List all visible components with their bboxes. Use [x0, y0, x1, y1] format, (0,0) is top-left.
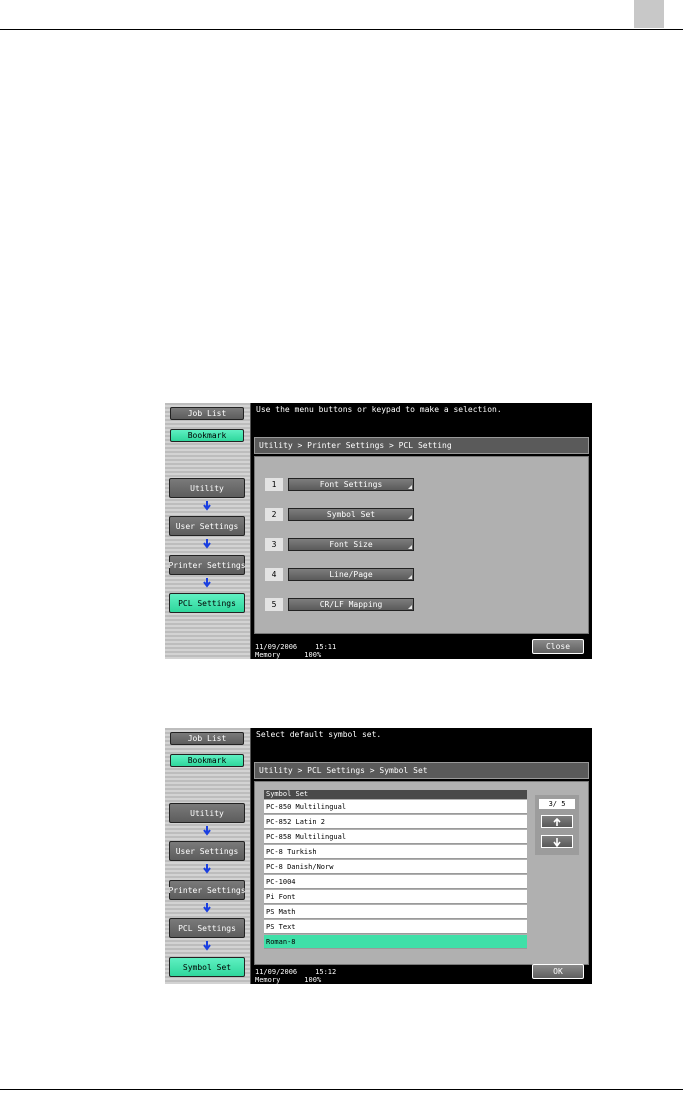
symbol-set-item[interactable]: Pi Font — [264, 890, 527, 904]
menu-number: 4 — [265, 568, 283, 581]
cr-lf-mapping-button[interactable]: CR/LF Mapping — [288, 598, 414, 611]
menu-panel — [254, 456, 589, 634]
down-arrow-icon — [553, 832, 561, 851]
symbol-set-item[interactable]: PC-850 Multilingual — [264, 800, 527, 814]
symbol-set-item[interactable]: PC-858 Multilingual — [264, 830, 527, 844]
page-bottom-rule — [0, 1089, 683, 1090]
status-date: 11/09/2006 — [255, 968, 298, 976]
symbol-set-item[interactable]: Roman-8 — [264, 935, 527, 949]
symbol-set-item[interactable]: PS Text — [264, 920, 527, 934]
pager — [535, 795, 579, 855]
font-size-button[interactable]: Font Size — [288, 538, 414, 551]
nav-utility-button[interactable]: Utility — [169, 478, 245, 498]
status-memory-label: Memory — [255, 651, 281, 659]
job-list-button[interactable]: Job List — [170, 732, 244, 745]
nav-printer-settings-button[interactable]: Printer Settings — [169, 880, 245, 900]
menu-number: 5 — [265, 598, 283, 611]
pcl-setting-screen — [165, 403, 592, 659]
down-arrow-icon — [202, 903, 212, 913]
status-time: 15:11 — [315, 643, 337, 651]
symbol-set-screen — [165, 728, 592, 984]
close-button[interactable]: Close — [532, 639, 584, 654]
down-arrow-icon — [202, 864, 212, 874]
down-arrow-icon — [202, 941, 212, 951]
nav-pcl-settings-button[interactable]: PCL Settings — [169, 593, 245, 613]
bookmark-button[interactable]: Bookmark — [170, 429, 244, 442]
font-settings-button[interactable]: Font Settings — [288, 478, 414, 491]
nav-printer-settings-button[interactable]: Printer Settings — [169, 555, 245, 575]
symbol-set-panel — [254, 781, 589, 965]
list-header: Symbol Set — [264, 790, 527, 799]
menu-number: 1 — [265, 478, 283, 491]
status-date: 11/09/2006 — [255, 643, 298, 651]
symbol-set-button[interactable]: Symbol Set — [288, 508, 414, 521]
up-arrow-icon — [553, 812, 561, 831]
nav-pcl-settings-button[interactable]: PCL Settings — [169, 918, 245, 938]
down-arrow-icon — [202, 539, 212, 549]
left-panel — [165, 403, 251, 659]
menu-number: 2 — [265, 508, 283, 521]
symbol-set-item[interactable]: PC-852 Latin 2 — [264, 815, 527, 829]
left-panel — [165, 728, 251, 984]
down-arrow-icon — [202, 501, 212, 511]
nav-user-settings-button[interactable]: User Settings — [169, 841, 245, 861]
status-memory-value: 100% — [304, 651, 322, 659]
status-time: 15:12 — [315, 968, 337, 976]
bookmark-button[interactable]: Bookmark — [170, 754, 244, 767]
page-top-rule — [0, 29, 683, 30]
nav-symbol-set-button[interactable]: Symbol Set — [169, 957, 245, 977]
status-area — [255, 643, 336, 659]
nav-utility-button[interactable]: Utility — [169, 803, 245, 823]
line-page-button[interactable]: Line/Page — [288, 568, 414, 581]
breadcrumb: Utility > PCL Settings > Symbol Set — [254, 762, 589, 779]
down-arrow-icon — [202, 578, 212, 588]
symbol-set-item[interactable]: PS Math — [264, 905, 527, 919]
job-list-button[interactable]: Job List — [170, 407, 244, 420]
ok-button[interactable]: OK — [532, 964, 584, 979]
down-arrow-icon — [202, 826, 212, 836]
status-memory-value: 100% — [304, 976, 322, 984]
instruction-message: Use the menu buttons or keypad to make a selection. — [256, 405, 502, 414]
symbol-set-item[interactable]: PC-8 Turkish — [264, 845, 527, 859]
symbol-set-item[interactable]: PC-8 Danish/Norw — [264, 860, 527, 874]
status-memory-label: Memory — [255, 976, 281, 984]
breadcrumb: Utility > Printer Settings > PCL Setting — [254, 437, 589, 454]
chapter-tab — [634, 0, 664, 28]
symbol-set-item[interactable]: PC-1004 — [264, 875, 527, 889]
status-area — [255, 968, 336, 984]
nav-user-settings-button[interactable]: User Settings — [169, 516, 245, 536]
scroll-up-button[interactable] — [541, 815, 573, 828]
menu-number: 3 — [265, 538, 283, 551]
instruction-message: Select default symbol set. — [256, 730, 382, 739]
page-indicator: 3/ 5 — [539, 799, 575, 809]
scroll-down-button[interactable] — [541, 835, 573, 848]
